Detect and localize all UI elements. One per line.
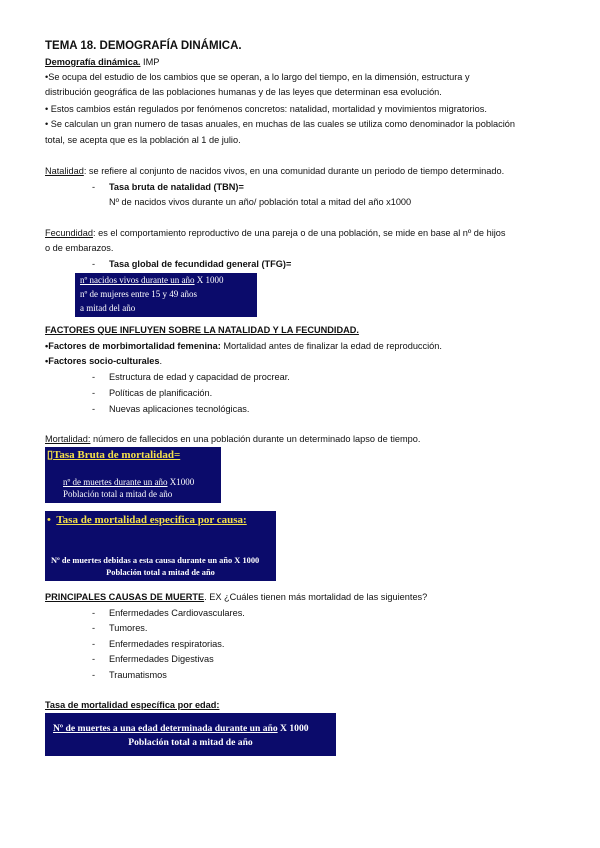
fecundidad-text-b: o de embarazos. — [45, 243, 114, 253]
tbm-title: ▯Tasa Bruta de mortalidad= — [47, 449, 181, 461]
list-dash: - — [92, 623, 96, 633]
demografia-p2: • Estos cambios están regulados por fenómenos concretos: natalidad, mortalidad y movimientos migratorios. — [45, 104, 487, 114]
fecundidad-dash: - — [92, 259, 96, 269]
list-item: Enfermedades Cardiovasculares. — [109, 608, 245, 618]
list-item: Enfermedades Digestivas — [109, 654, 214, 664]
fecundidad-text: : es el comportamiento reproductivo de una pareja o de una población, se mide en base al nº de hijos — [93, 228, 506, 238]
causas-paragraph — [45, 591, 427, 603]
tme-line2: Población total a mitad de año — [128, 737, 253, 748]
page-title: TEMA 18. DEMOGRAFÍA DINÁMICA. — [45, 40, 242, 52]
fecundidad-paragraph — [45, 227, 505, 239]
demografia-label: Demografía dinámica. — [45, 57, 141, 67]
demografia-heading — [45, 56, 159, 68]
list-item: Políticas de planificación. — [109, 388, 213, 398]
natalidad-paragraph — [45, 165, 504, 177]
tfg-label: Tasa global de fecundidad general (TFG)= — [109, 259, 292, 269]
fecundidad-label: Fecundidad — [45, 228, 94, 238]
list-dash: - — [92, 388, 96, 398]
list-item: Estructura de edad y capacidad de procrear. — [109, 372, 290, 382]
list-dash: - — [92, 608, 96, 618]
list-dash: - — [92, 670, 96, 680]
demografia-p1b: distribución geográfica de las poblaciones humanas y de las leyes que determinan esa evolución. — [45, 87, 442, 97]
causas-heading: PRINCIPALES CAUSAS DE MUERTE — [45, 592, 205, 602]
demografia-tag: IMP — [140, 57, 160, 67]
natalidad-label: Natalidad — [45, 166, 84, 176]
natalidad-dash: - — [92, 182, 96, 192]
factor-morbimortalidad: •Factores de morbimortalidad femenina: Mortalidad antes de finalizar la edad de reproducción. — [45, 341, 442, 351]
mortalidad-text: número de fallecidos en una población durante un determinado lapso de tiempo. — [90, 434, 421, 444]
tasa-mortalidad-edad-box — [45, 713, 336, 756]
tmc-line2: Población total a mitad de año — [106, 568, 215, 577]
causas-text: . EX ¿Cuáles tienen más mortalidad de las siguientes? — [204, 592, 428, 602]
list-item: Enfermedades respiratorias. — [109, 639, 225, 649]
list-item: Nuevas aplicaciones tecnológicas. — [109, 404, 250, 414]
list-dash: - — [92, 639, 96, 649]
tmc-title: • Tasa de mortalidad especifica por causa: — [47, 514, 247, 526]
tbm-line1: nº de muertes durante un año X1000 — [63, 477, 195, 487]
tasa-mortalidad-causa-box — [45, 511, 276, 581]
demografia-p3b: total, se acepta que es la población al 1 de julio. — [45, 135, 241, 145]
tbn-label: Tasa bruta de natalidad (TBN)= — [109, 182, 244, 192]
tfg-box-line3: a mitad del año — [80, 303, 136, 313]
list-dash: - — [92, 404, 96, 414]
tfg-box-line2: nº de mujeres entre 15 y 49 años — [80, 289, 198, 299]
edad-heading: Tasa de mortalidad específica por edad: — [45, 700, 220, 710]
list-item: Traumatismos — [109, 670, 167, 680]
mortalidad-paragraph — [45, 433, 420, 445]
tfg-box-line1: nº nacidos vivos durante un año X 1000 — [80, 275, 224, 285]
tmc-line1: Nº de muertes debidas a esta causa durante un año X 1000 — [51, 556, 260, 565]
natalidad-text: : se refiere al conjunto de nacidos vivos, en una comunidad durante un periodo de tiempo determinado. — [83, 166, 505, 176]
tfg-formula-box — [75, 273, 257, 317]
tbm-line2: Población total a mitad de año — [63, 489, 173, 499]
demografia-p3a: • Se calculan un gran numero de tasas anuales, en muchas de las cuales se utiliza como denominador la población — [45, 119, 516, 129]
factor-socioculturales: •Factores socio-culturales. — [45, 356, 163, 366]
tme-line1: Nº de muertes a una edad determinada durante un año X 1000 — [53, 723, 309, 734]
list-item: Tumores. — [109, 623, 148, 633]
list-dash: - — [92, 654, 96, 664]
factores-heading: FACTORES QUE INFLUYEN SOBRE LA NATALIDAD Y LA FECUNDIDAD. — [45, 325, 359, 335]
list-dash: - — [92, 372, 96, 382]
tasa-bruta-mortalidad-box — [45, 447, 221, 503]
tbn-formula: Nº de nacidos vivos durante un año/ población total a mitad del año x1000 — [109, 197, 412, 207]
demografia-p1a: •Se ocupa del estudio de los cambios que se operan, a lo largo del tiempo, en la dimensión, estructura y — [45, 72, 470, 82]
mortalidad-label: Mortalidad: — [45, 434, 91, 444]
